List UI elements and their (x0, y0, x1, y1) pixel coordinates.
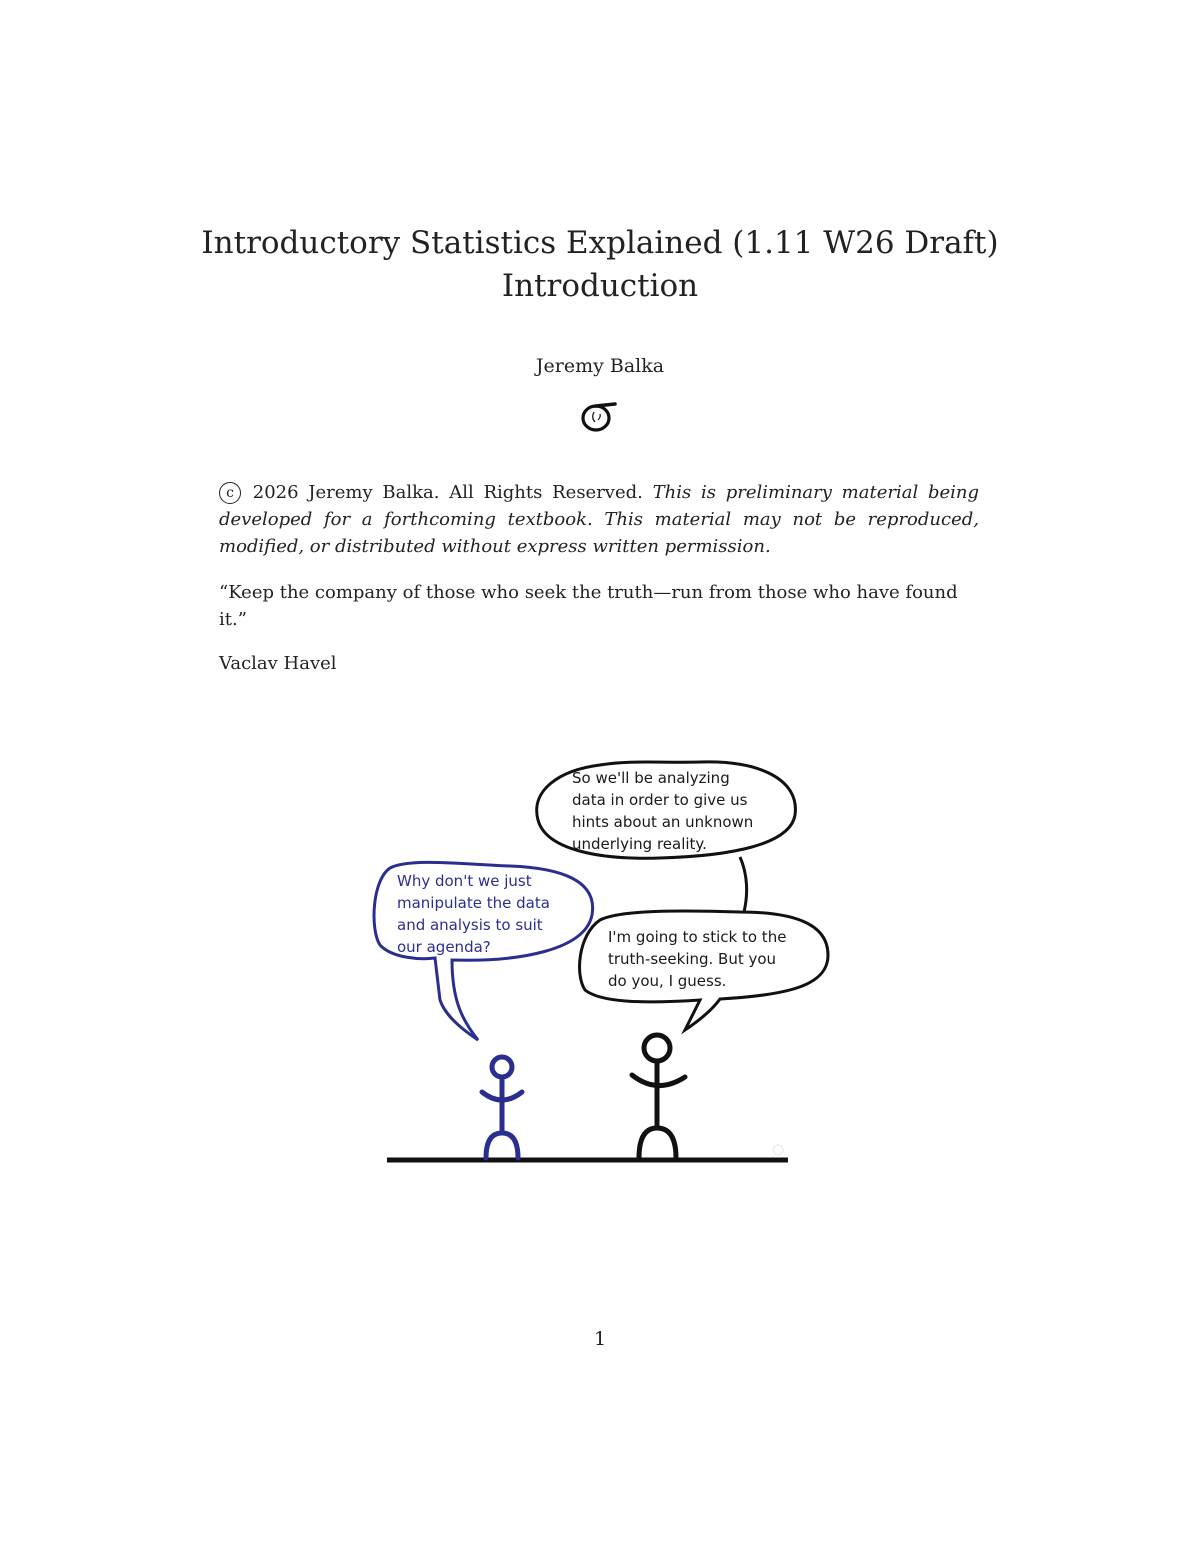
title-line-2: Introduction (501, 268, 699, 304)
right-bubble-text: I'm going to stick to the truth-seeking. But you do you, I guess. (608, 928, 787, 990)
title-line-1: Introductory Statistics Explained (1.11 W26 Draft) (201, 225, 999, 261)
copyright-restriction: This is preliminary material being developed for a forthcoming textbook. This material may not be reproduced, modified, or distributed without express written permission. (219, 482, 979, 557)
copyright-notice (219, 479, 979, 560)
top-bubble-text: So we'll be analyzing data in order to give us hints about an unknown underlying reality. (572, 769, 754, 853)
page-title (0, 222, 1200, 308)
page-number: 1 (593, 1328, 607, 1350)
sigma-logo-icon (578, 398, 618, 434)
copyright-icon: c (219, 482, 241, 504)
blue-bubble-text: Why don't we just manipulate the data and analysis to suit our agenda? (397, 872, 550, 956)
black-stick-figure (632, 1035, 685, 1158)
bubble-connector (740, 857, 747, 912)
author-name: Jeremy Balka (535, 355, 665, 377)
blue-stick-figure (482, 1057, 522, 1158)
copyright-holder: 2026 Jeremy Balka. All Rights Reserved. (252, 482, 643, 503)
epigraph-attribution: Vaclav Havel (219, 653, 337, 674)
watermark-icon (773, 1145, 783, 1155)
epigraph-quote: “Keep the company of those who seek the truth—run from those who have found it.” (219, 582, 958, 630)
